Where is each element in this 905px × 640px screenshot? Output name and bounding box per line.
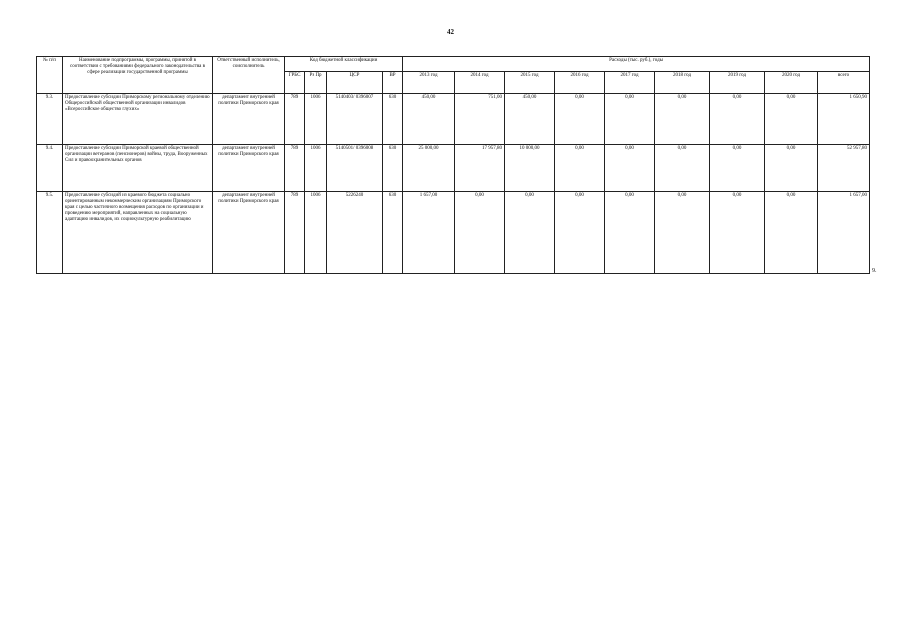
row-responsible: департамент внутренней политики Приморского края (213, 94, 285, 145)
header-2016: 2016 год (555, 72, 605, 94)
header-2019: 2019 год (710, 72, 765, 94)
header-rzpr: Рз Пр (305, 72, 327, 94)
row-responsible: департамент внутренней политики Приморского края (213, 144, 285, 192)
row-value-total: 1 650,90 (818, 94, 870, 145)
row-rzpr: 1006 (305, 144, 327, 192)
row-name: Предоставление субсидии Приморской краевой общественной организации ветеранов (пенсионеров) войны, труда, Вооруженных Сил и правоохранительных органов (63, 144, 213, 192)
row-value-2018: 0,00 (655, 192, 710, 274)
row-value-2013: 1 657,00 (403, 192, 455, 274)
row-value-2017: 0,00 (605, 192, 655, 274)
row-value-2020: 0,00 (765, 192, 818, 274)
row-value-total: 52 957,80 (818, 144, 870, 192)
row-value-2015: 450,00 (505, 94, 555, 145)
row-rzpr: 1006 (305, 94, 327, 145)
row-value-2019: 0,00 (710, 94, 765, 145)
row-num: 9.3. (37, 94, 63, 145)
header-2020: 2020 год (765, 72, 818, 94)
row-name: Предоставление субсидии Приморскому региональному отделению Общероссийской общественной организации инвалидов «Всероссийское общество глухих» (63, 94, 213, 145)
row-csr: 5140501/ 0396008 (327, 144, 383, 192)
budget-table (36, 56, 870, 274)
row-value-2016: 0,00 (555, 144, 605, 192)
row-value-2019: 0,00 (710, 144, 765, 192)
row-rzpr: 1006 (305, 192, 327, 274)
row-vr: 630 (383, 144, 403, 192)
row-value-2018: 0,00 (655, 94, 710, 145)
header-expenses: Расходы (тыс. руб.), годы (403, 57, 870, 72)
table-row (37, 144, 870, 192)
table-row (37, 192, 870, 274)
row-value-2015: 0,00 (505, 192, 555, 274)
header-2014: 2014 год (455, 72, 505, 94)
row-vr: 630 (383, 94, 403, 145)
row-value-2013: 450,00 (403, 94, 455, 145)
row-value-2017: 0,00 (605, 144, 655, 192)
row-value-2014: 751,00 (455, 94, 505, 145)
row-responsible: департамент внутренней политики Приморского края (213, 192, 285, 274)
row-value-2017: 0,00 (605, 94, 655, 145)
row-csr: 5140403/ 0396007 (327, 94, 383, 145)
row-value-2019: 0,00 (710, 192, 765, 274)
header-2015: 2015 год (505, 72, 555, 94)
header-responsible: Ответственный исполнитель, соисполнитель (213, 57, 285, 94)
header-name: Наименование подпрограммы, программы, принятой в соответствии с требованиями федерального законодательства в сфере реализации государственной программы (63, 57, 213, 94)
row-value-2018: 0,00 (655, 144, 710, 192)
header-2013: 2013 год (403, 72, 455, 94)
row-value-2014: 17 957,80 (455, 144, 505, 192)
row-value-2015: 10 000,00 (505, 144, 555, 192)
header-2017: 2017 год (605, 72, 655, 94)
row-grbs: 789 (285, 192, 305, 274)
header-2018: 2018 год (655, 72, 710, 94)
header-vr: ВР (383, 72, 403, 94)
page-number: 42 (447, 28, 454, 36)
side-mark: 9. (872, 268, 877, 274)
header-csr: ЦСР (327, 72, 383, 94)
row-value-2013: 25 000,00 (403, 144, 455, 192)
row-grbs: 789 (285, 144, 305, 192)
row-vr: 630 (383, 192, 403, 274)
row-value-2020: 0,00 (765, 94, 818, 145)
row-value-2016: 0,00 (555, 192, 605, 274)
table-row (37, 94, 870, 145)
header-grbs: ГРБС (285, 72, 305, 94)
row-value-2016: 0,00 (555, 94, 605, 145)
row-num: 9.4. (37, 144, 63, 192)
row-value-total: 1 657,00 (818, 192, 870, 274)
header-budget-codes: Код бюджетной классификации (285, 57, 403, 72)
row-num: 9.5. (37, 192, 63, 274)
row-name: Предоставление субсидий из краевого бюджета социально ориентированным некоммерческим организациям Приморского края с целью частичного возмещения расходов по организации и проведению мероприятий, направленных на социальную адаптацию инвалидов, их социокультурную реабилитацию (63, 192, 213, 274)
header-num: № п/п (37, 57, 63, 94)
row-grbs: 789 (285, 94, 305, 145)
row-csr: 5226240 (327, 192, 383, 274)
row-value-2014: 0,00 (455, 192, 505, 274)
row-value-2020: 0,00 (765, 144, 818, 192)
header-row-groups (37, 57, 870, 72)
header-total: всего (818, 72, 870, 94)
